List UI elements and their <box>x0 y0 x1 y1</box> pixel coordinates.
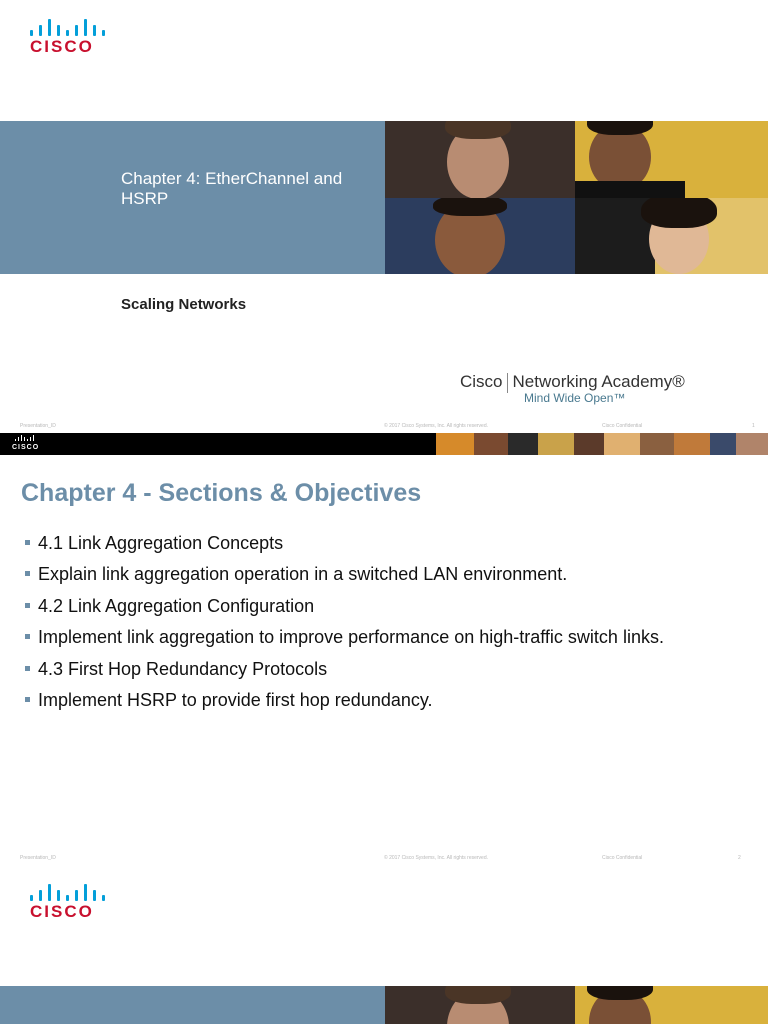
photo-student-2 <box>575 986 768 1024</box>
title-band <box>0 121 768 274</box>
bullet-square-icon <box>25 666 30 671</box>
academy-tagline: Mind Wide Open™ <box>524 390 626 405</box>
cisco-logo <box>24 18 116 58</box>
photo-student-2 <box>575 121 768 198</box>
footer-presentation-id: Presentation_ID <box>20 423 56 429</box>
bullet-square-icon <box>25 634 30 639</box>
objectives-slide <box>0 433 768 865</box>
slide-footer <box>0 423 768 433</box>
title-slide <box>0 0 768 433</box>
title-slide-partial <box>0 865 768 1024</box>
cisco-bars-icon <box>24 883 116 901</box>
photo-student-1 <box>385 986 575 1024</box>
networking-academy-logo <box>460 372 750 405</box>
course-subtitle: Scaling Networks <box>121 296 247 313</box>
footer-presentation-id: Presentation_ID <box>20 855 56 861</box>
header-photo-strip <box>436 433 768 455</box>
bullet-square-icon <box>25 603 30 608</box>
slide-heading: Chapter 4 - Sections & Objectives <box>21 479 422 507</box>
academy-name: Networking Academy® <box>512 372 685 391</box>
footer-confidential: Cisco Confidential <box>602 855 643 861</box>
objectives-list <box>24 531 664 719</box>
list-item: Implement link aggregation to improve performance on high-traffic switch links. <box>24 625 664 656</box>
slide-footer <box>0 855 768 865</box>
footer-page-number: 1 <box>752 423 755 429</box>
header-strip <box>0 433 768 455</box>
list-item: 4.3 First Hop Redundancy Protocols <box>24 657 664 688</box>
list-item: Explain link aggregation operation in a switched LAN environment. <box>24 562 664 593</box>
mini-cisco-wordmark: CISCO <box>12 444 40 451</box>
cisco-bars-icon <box>24 18 116 36</box>
chapter-title: Chapter 4: EtherChannel and HSRP <box>121 169 343 208</box>
photo-student-4 <box>575 198 768 274</box>
bullet-square-icon <box>25 540 30 545</box>
cisco-wordmark: CISCO <box>30 902 94 921</box>
list-item: Implement HSRP to provide first hop redundancy. <box>24 688 664 719</box>
footer-confidential: Cisco Confidential <box>602 423 643 429</box>
cisco-logo <box>24 883 116 923</box>
footer-copyright: © 2017 Cisco Systems, Inc. All rights reserved. <box>384 423 489 429</box>
footer-page-number: 2 <box>738 855 741 861</box>
bullet-square-icon <box>25 697 30 702</box>
academy-brand: Cisco <box>460 372 503 391</box>
student-photos <box>385 121 768 274</box>
cisco-wordmark: CISCO <box>30 37 94 56</box>
cisco-bars-icon <box>13 435 37 441</box>
bullet-square-icon <box>25 571 30 576</box>
title-band <box>0 986 768 1024</box>
list-item: 4.2 Link Aggregation Configuration <box>24 594 664 625</box>
student-photos <box>385 986 768 1024</box>
footer-copyright: © 2017 Cisco Systems, Inc. All rights reserved. <box>384 855 489 861</box>
list-item: 4.1 Link Aggregation Concepts <box>24 531 664 562</box>
photo-student-3 <box>385 198 575 274</box>
photo-student-1 <box>385 121 575 198</box>
